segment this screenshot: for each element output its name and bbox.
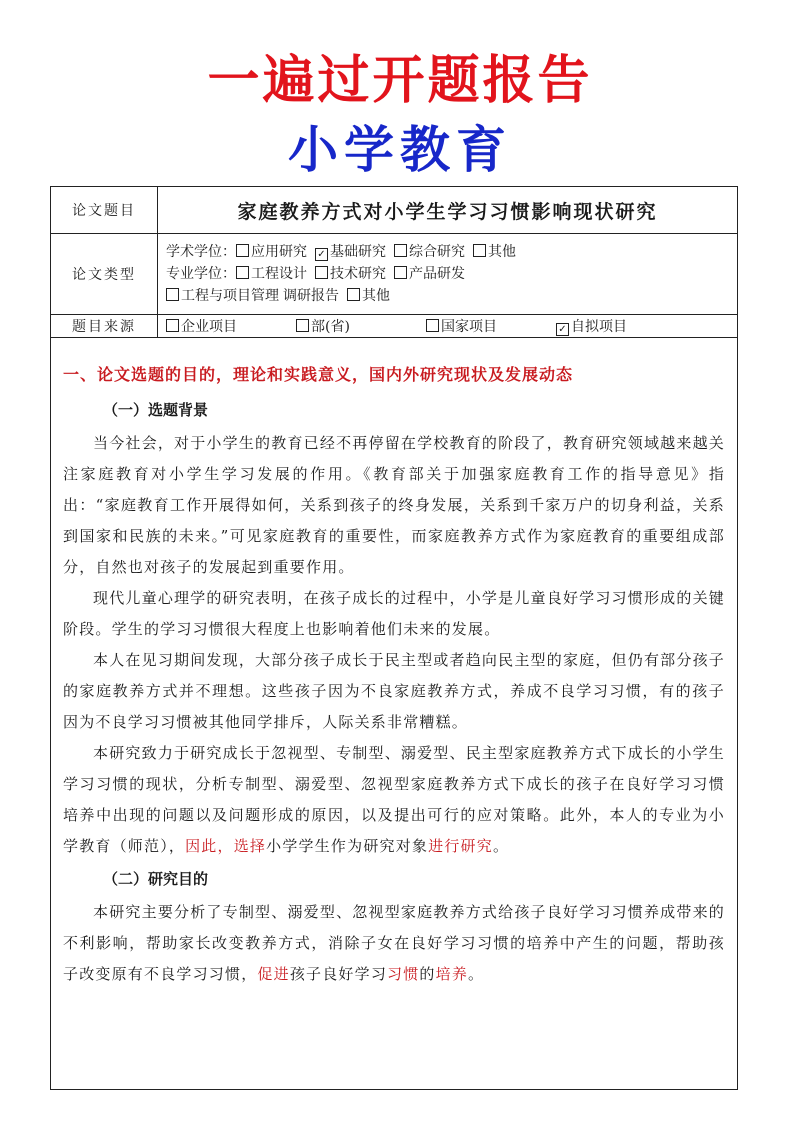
option-label: 产品研发 (409, 266, 465, 282)
background-heading: （一）选题背景 (103, 401, 209, 419)
page-title: 一遍过开题报告 (207, 51, 593, 111)
highlighted-text: 促进 (257, 965, 290, 983)
thesis-title: 家庭教养方式对小学生学习习惯影响现状研究 (158, 187, 738, 234)
thesis-title-label: 论文题目 (51, 187, 158, 234)
option-other-academic[interactable] (473, 241, 516, 263)
thesis-type-label: 论文类型 (51, 234, 158, 315)
academic-degree-line (166, 241, 729, 263)
option-engineering-design[interactable] (236, 263, 307, 285)
checkbox-icon (236, 266, 249, 279)
option-basic-research[interactable] (315, 241, 386, 263)
option-applied-research[interactable] (236, 241, 307, 263)
purpose-heading: （二）研究目的 (103, 870, 209, 888)
paragraph-text: 本研究主要分析了专制型、溺爱型、忽视型家庭教养方式给孩子良好学习习惯养成带来的不利影响，帮助家长改变教养方式，消除子女在良好学习习惯的培养中产生的问题，帮助孩子改变原有不良学习习惯， (63, 903, 725, 983)
background-paragraph-4 (63, 738, 725, 862)
checkbox-checked-icon: ✓ (315, 248, 328, 261)
background-paragraph-1: 当今社会，对于小学生的教育已经不再停留在学校教育的阶段了，教育研究领域越来越关注家庭教育对小学生学习发展的作用。《教育部关于加强家庭教育工作的指导意见》指出：“家庭教育工作开展得如何，关系到孩子的终身发展，关系到千家万户的切身利益，关系到国家和民族的未来。”可见家庭教育的重要性，而家庭教养方式作为家庭教育的重要组成部分，自然也对孩子的发展起到重要作用。 (63, 434, 725, 576)
paragraph-text: 小学学生作为研究对象 (266, 837, 429, 855)
paragraph-text: 的 (419, 965, 436, 983)
thesis-type-row (51, 234, 737, 315)
option-project-management[interactable] (166, 285, 279, 307)
checkbox-icon (347, 288, 360, 301)
option-label: 基础研究 (330, 244, 386, 260)
proposal-form (50, 186, 738, 1090)
paragraph-text: 孩子良好学习 (289, 965, 388, 983)
option-label: 调研报告 (283, 288, 339, 304)
proposal-content (51, 362, 737, 990)
option-label: 技术研究 (330, 266, 386, 282)
checkbox-icon (426, 319, 439, 332)
option-product-development[interactable] (394, 263, 465, 285)
paragraph-text: 。 (492, 837, 510, 855)
thesis-title-row (51, 187, 737, 234)
checkbox-icon (394, 244, 407, 257)
option-label: 综合研究 (409, 244, 465, 260)
highlighted-text: 因此，选择 (185, 837, 267, 855)
checkbox-icon (166, 288, 179, 301)
option-self-proposed-project[interactable] (556, 316, 686, 336)
paragraph-text: 本研究致力于研究成长于忽视型、专制型、溺爱型、民主型家庭教养方式下成长的小学生学习习惯的现状，分析专制型、溺爱型、忽视型家庭教养方式下成长的孩子在良好学习习惯培养中出现的问题以及问题形成的原因，以及提出可行的应对策略。此外，本人的专业为小学教育（师范）， (63, 744, 725, 855)
purpose-paragraph-1 (63, 897, 725, 990)
section-heading: 一、论文选题的目的，理论和实践意义，国内外研究现状及发展动态 (63, 365, 574, 384)
checkbox-icon (166, 319, 179, 332)
checkbox-icon (394, 266, 407, 279)
option-label: 工程与项目管理 (181, 288, 279, 304)
professional-degree-line (166, 263, 729, 285)
source-label: 题目来源 (51, 315, 158, 338)
source-options (158, 315, 738, 338)
highlighted-text: 进行研究 (428, 837, 493, 855)
checkbox-icon (296, 319, 309, 332)
highlighted-text: 培养 (435, 965, 469, 983)
option-label: 工程设计 (251, 266, 307, 282)
option-label: 企业项目 (181, 319, 237, 335)
source-row (51, 315, 737, 338)
option-comprehensive-research[interactable] (394, 241, 465, 263)
option-national-project[interactable] (426, 316, 556, 336)
info-table (51, 187, 737, 338)
professional-degree-label: 专业学位： (166, 266, 236, 282)
option-label: 部(省) (311, 319, 350, 335)
option-label: 自拟项目 (571, 319, 627, 335)
page-subtitle: 小学教育 (288, 121, 512, 179)
option-ministry-province[interactable] (296, 316, 426, 336)
background-paragraph-3: 本人在见习期间发现，大部分孩子成长于民主型或者趋向民主型的家庭，但仍有部分孩子的家庭教养方式并不理想。这些孩子因为不良家庭教养方式，养成不良学习习惯，有的孩子因为不良学习习惯被其他同学排斥，人际关系非常糟糕。 (63, 651, 725, 731)
paragraph-text: 。 (468, 965, 485, 983)
checkbox-checked-icon: ✓ (556, 323, 569, 336)
background-paragraph-2: 现代儿童心理学的研究表明，在孩子成长的过程中，小学是儿童良好学习习惯形成的关键阶段。学生的学习习惯很大程度上也影响着他们未来的发展。 (63, 589, 725, 638)
checkbox-icon (473, 244, 486, 257)
option-label: 其他 (488, 244, 516, 260)
highlighted-text: 习惯 (387, 965, 420, 983)
option-technical-research[interactable] (315, 263, 386, 285)
option-research-report[interactable] (283, 285, 339, 307)
checkbox-icon (315, 266, 328, 279)
option-label: 国家项目 (441, 319, 497, 335)
option-label: 应用研究 (251, 244, 307, 260)
professional-degree-line-2 (166, 285, 729, 307)
academic-degree-label: 学术学位： (166, 244, 236, 260)
option-label: 其他 (362, 288, 390, 304)
option-other-professional[interactable] (347, 285, 390, 307)
option-enterprise-project[interactable] (166, 316, 296, 336)
checkbox-icon (236, 244, 249, 257)
thesis-type-options (158, 234, 738, 315)
